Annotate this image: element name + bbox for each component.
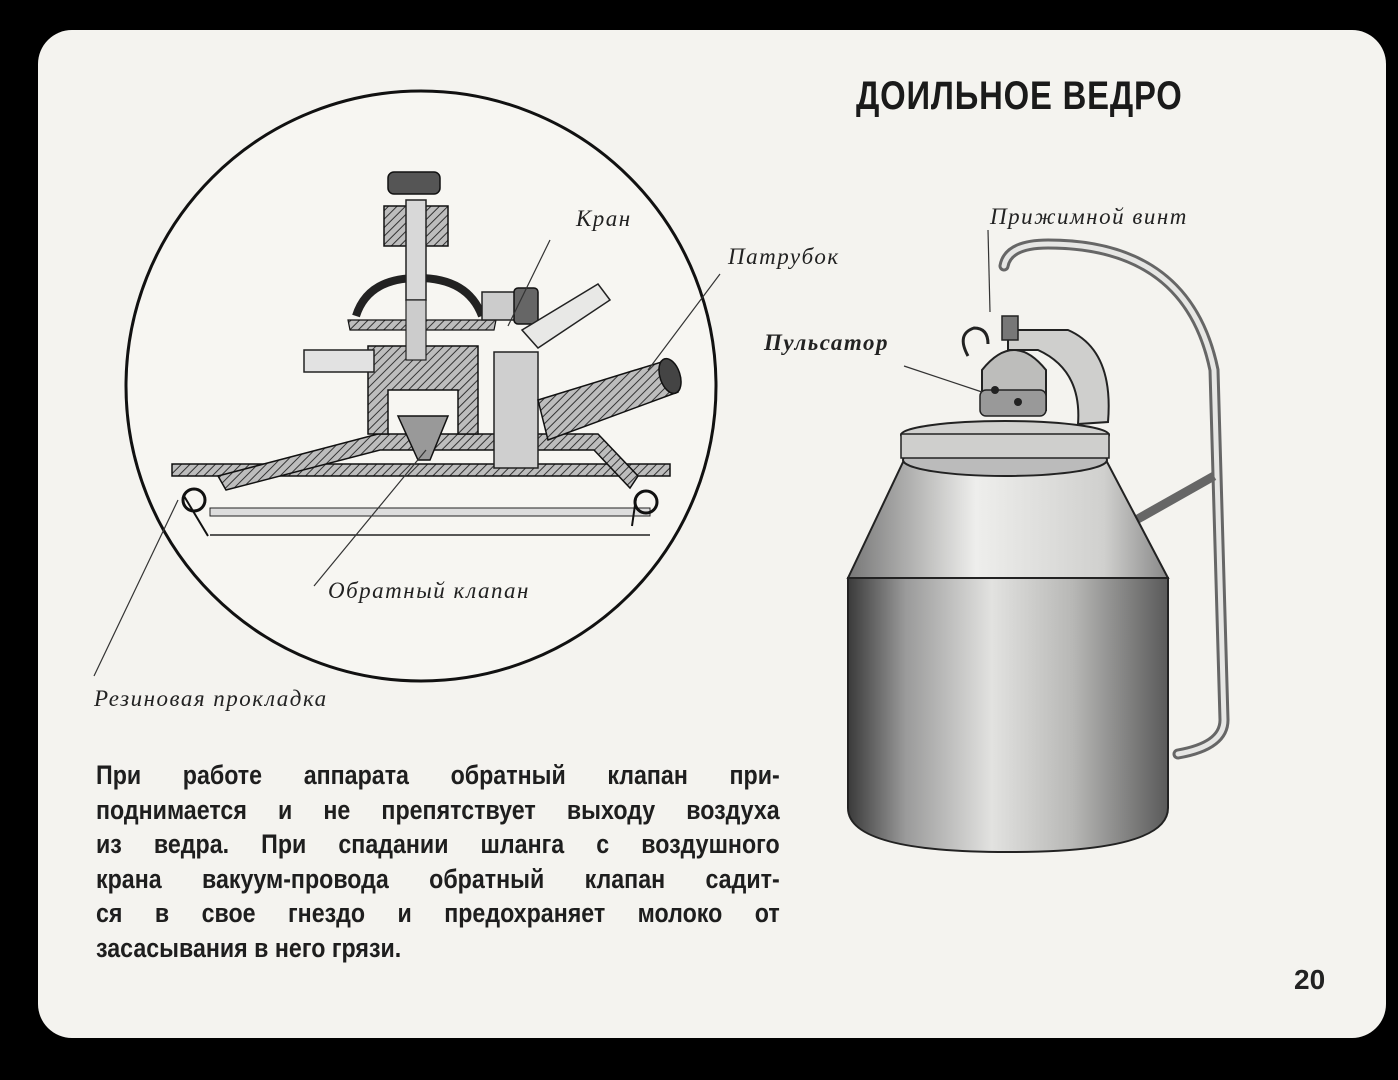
description-line: засасывания в него грязи. — [96, 932, 402, 963]
description-line: из ведра. При спадании шланга с воздушного — [96, 829, 780, 859]
description-line: ся в свое гнездо и предохраняет молоко от — [96, 898, 780, 928]
label-patrubok: Патрубок — [728, 244, 840, 269]
description-line: При работе аппарата обратный клапан при- — [96, 760, 780, 790]
label-obratny-klapan: Обратный клапан — [328, 578, 530, 603]
label-rezinovaya-prokladka: Резиновая прокладка — [94, 686, 328, 711]
page-number: 20 — [1294, 964, 1326, 995]
page-title: ДОИЛЬНОЕ ВЕДРО — [856, 74, 1183, 118]
description-paragraph — [96, 758, 780, 965]
description-line: поднимается и не препятствует выходу воздуха — [96, 794, 780, 825]
milking-bucket — [848, 230, 1224, 852]
slide — [38, 30, 1386, 1038]
description-line: крана вакуум-провода обратный клапан садит- — [96, 863, 780, 894]
label-kran: Кран — [576, 206, 632, 231]
label-pulsator: Пульсатор — [764, 330, 889, 355]
label-prizhimnoy-vint: Прижимной винт — [990, 204, 1188, 229]
